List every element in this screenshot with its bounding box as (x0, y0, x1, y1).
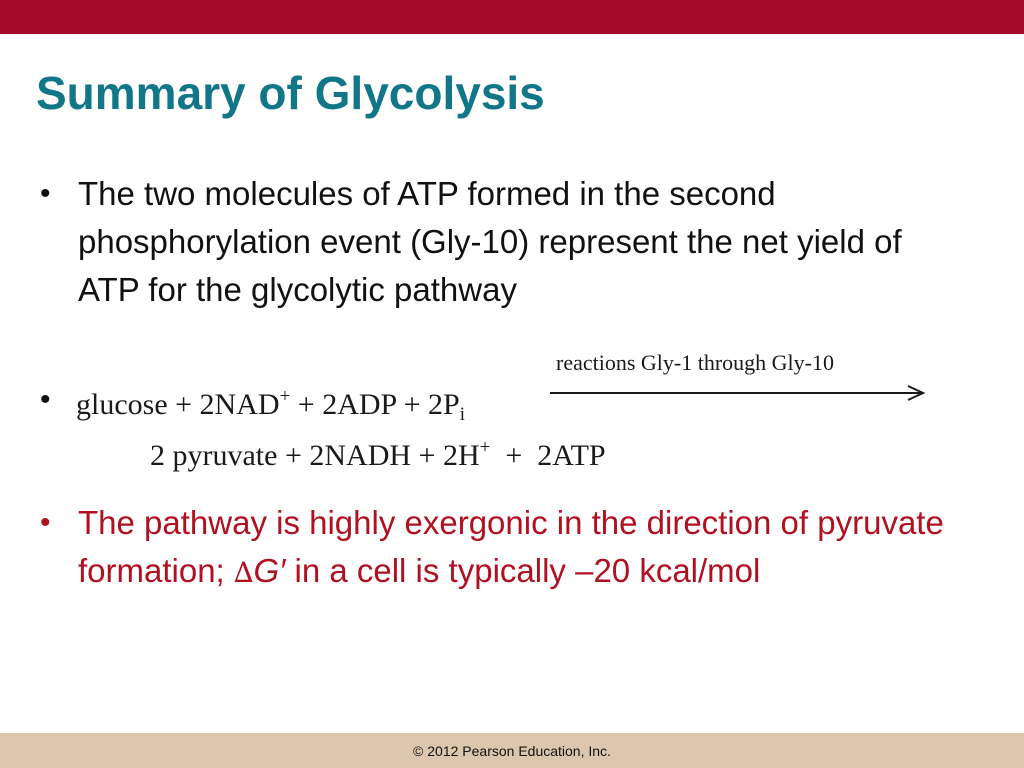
equation-reactants (76, 377, 465, 435)
bullet-marker: • (40, 506, 51, 539)
reactant-adp-pi: + 2ADP + 2P (290, 388, 460, 421)
arrow-label: reactions Gly-1 through Gly-10 (556, 350, 834, 375)
bullet-text-after: in a cell is typically –20 kcal/mol (285, 552, 761, 589)
bullet-text-before: The pathway is highly exergonic in the direction of pyruvate formation; (78, 504, 944, 589)
bullet-marker-equation: • (40, 383, 51, 416)
reaction-arrow-icon (550, 383, 928, 403)
product-atp: + 2ATP (490, 439, 606, 472)
reactant-glucose: glucose (76, 388, 168, 421)
reactant-nad: + 2NAD (167, 388, 280, 421)
pi-subscript: i (459, 404, 465, 425)
bullet-marker: • (40, 177, 51, 210)
footer-bar (0, 733, 1024, 768)
products-pyruvate-nadh-h: 2 pyruvate + 2NADH + 2H (150, 439, 480, 472)
g-prime-symbol: G′ (253, 552, 286, 589)
equation-products (150, 428, 606, 476)
copyright-text: © 2012 Pearson Education, Inc. (413, 743, 611, 759)
bullet-text: The two molecules of ATP formed in the second phosphorylation event (Gly-10) represent the net yield of ATP for the glycolytic pathway (78, 175, 902, 308)
nad-superscript: + (279, 386, 291, 407)
slide-title: Summary of Glycolysis (36, 67, 545, 119)
bullet-item-net-yield (40, 170, 948, 314)
h-superscript: + (479, 437, 491, 458)
delta-symbol: ∆ (233, 556, 254, 589)
bullet-item-exergonic (40, 499, 948, 597)
